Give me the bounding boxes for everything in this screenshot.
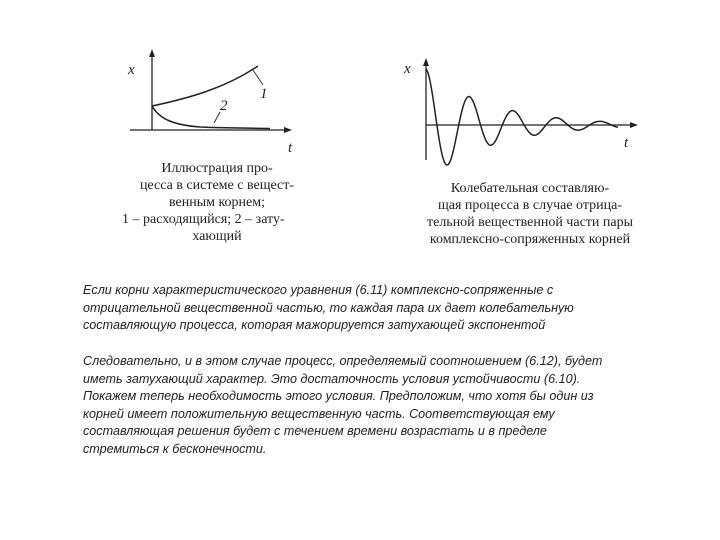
paragraph-line: иметь затухающий характер. Это достаточность условия устойчивости (6.10). bbox=[83, 371, 581, 386]
right-y-axis-label: x bbox=[404, 61, 411, 77]
paragraph-line: составляющую процесса, которая мажорируется затухающей экспонентой bbox=[83, 318, 546, 332]
caption-line: щая процесса в случае отрица- bbox=[437, 198, 623, 213]
right-y-arrow bbox=[423, 58, 429, 66]
caption-line: венным корнем; bbox=[168, 195, 266, 210]
right-x-arrow bbox=[630, 122, 638, 128]
caption-line: тельной вещественной части пары bbox=[426, 215, 633, 230]
figure-right-plot bbox=[398, 55, 648, 170]
caption-line: цесса в системе с вещест- bbox=[139, 178, 295, 193]
caption-line: хающий bbox=[192, 229, 242, 244]
paragraph-line: отрицательной вещественной частью, то каждая пара их дает колебательную bbox=[83, 300, 574, 315]
left-y-axis-label: x bbox=[128, 62, 135, 78]
paragraph-line: Следовательно, и в этом случае процесс, определяемый соотношением (6.12), будет bbox=[83, 354, 603, 368]
curve-2-decaying bbox=[152, 106, 270, 129]
left-x-axis-label: t bbox=[288, 140, 293, 155]
left-y-arrow bbox=[149, 49, 155, 57]
figure-left-caption bbox=[122, 160, 312, 245]
paragraph-1 bbox=[83, 282, 683, 335]
caption-line: Иллюстрация про- bbox=[161, 161, 273, 176]
curve-2-label: 2 bbox=[220, 98, 228, 114]
figure-right-caption bbox=[400, 180, 660, 248]
paragraph-2 bbox=[83, 353, 683, 458]
damped-oscillation-curve bbox=[426, 69, 618, 165]
caption-line: комплексно-сопряженных корней bbox=[429, 232, 631, 247]
caption-line: Колебательная составляю- bbox=[450, 181, 610, 196]
curve-1-label-leader bbox=[253, 70, 263, 85]
paragraph-line: стремиться к бесконечности. bbox=[83, 441, 267, 456]
curve-1-label: 1 bbox=[260, 86, 268, 102]
paragraph-line: корней имеет положительную вещественную часть. Соответствующая ему bbox=[83, 406, 555, 421]
paragraph-line: составляющая решения будет с течением времени возрастать и в пределе bbox=[83, 424, 547, 438]
paragraph-line: Покажем теперь необходимость этого условия. Предположим, что хотя бы один из bbox=[83, 389, 594, 403]
right-x-axis-label: t bbox=[624, 135, 629, 151]
curve-1-diverging bbox=[152, 66, 258, 106]
paragraph-line: Если корни характеристического уравнения (6.11) комплексно-сопряженные с bbox=[83, 283, 554, 297]
left-x-arrow bbox=[284, 127, 292, 133]
caption-line: 1 – расходящийся; 2 – зату- bbox=[122, 212, 285, 227]
figure-left-plot bbox=[120, 40, 310, 155]
